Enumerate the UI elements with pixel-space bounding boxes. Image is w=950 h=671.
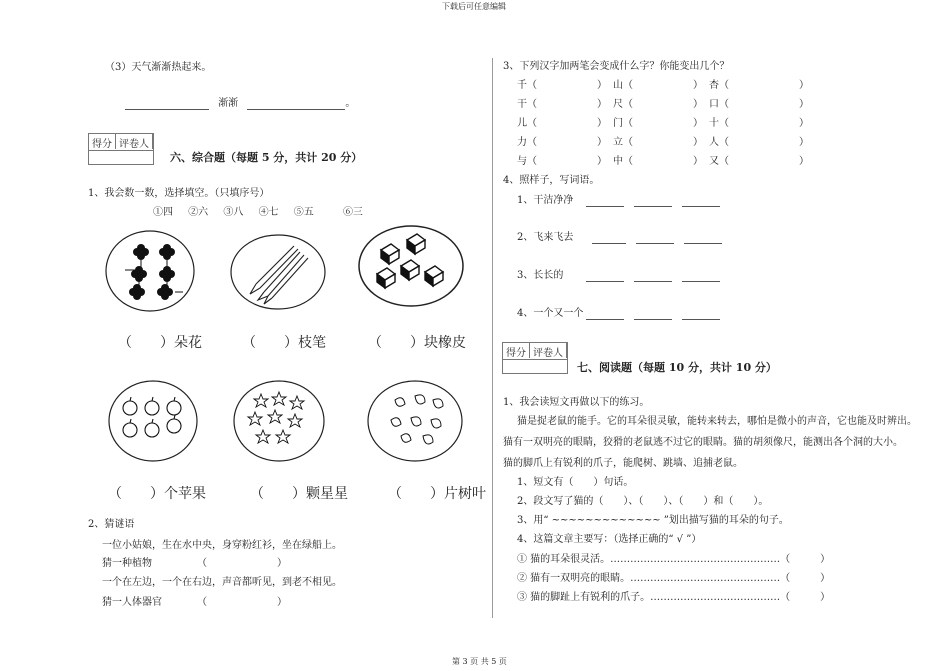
choice-item[interactable]: ③ 猫的脚趾上有锐利的爪子。…………………………………（ ） <box>517 592 831 603</box>
char-item[interactable]: 人（ ） <box>709 137 809 148</box>
left-q3-fill-row <box>125 97 355 110</box>
option: ⑤五 <box>293 207 314 218</box>
blank-line[interactable] <box>682 196 720 207</box>
char-item[interactable]: 力（ ） <box>517 137 607 148</box>
blank-line[interactable] <box>682 271 720 282</box>
blank-line[interactable] <box>634 196 672 207</box>
sub-question[interactable]: 1、短文有（ ）句话。 <box>517 477 634 488</box>
char-item[interactable]: 儿（ ） <box>517 118 607 129</box>
char-row <box>517 117 809 130</box>
label-apples: （ ）个苹果 <box>108 486 206 502</box>
char-item[interactable]: 口（ ） <box>709 99 809 110</box>
blank-line[interactable] <box>636 233 674 244</box>
option: ③八 <box>223 207 244 218</box>
passage-line: 猫有一双明亮的眼睛，狡猾的老鼠逃不过它的眼睛。猫的胡须像尺，能测出各个洞的大小。 <box>503 437 903 448</box>
example-row <box>517 194 720 207</box>
options-row <box>153 206 363 219</box>
choice-item[interactable]: ② 猫有一双明亮的眼睛。………………………………………（ ） <box>517 573 831 584</box>
option: ①四 <box>153 207 173 218</box>
sub-question[interactable]: 2、段文写了猫的（ ）、（ ）、（ ）和（ ）。 <box>517 496 769 507</box>
option: ⑥三 <box>342 207 363 218</box>
left-q3: （3）天气渐渐热起来。 <box>105 62 212 73</box>
blank-line[interactable] <box>586 309 624 320</box>
example-word: 1、干洁净净 <box>517 195 574 206</box>
option: ④七 <box>258 207 279 218</box>
blank-line[interactable] <box>125 99 209 110</box>
pencils-picture <box>230 234 326 310</box>
char-item[interactable]: 又（ ） <box>709 156 809 167</box>
label-erasers: （ ）块橡皮 <box>368 335 466 351</box>
option: ②六 <box>188 207 209 218</box>
char-item[interactable]: 尺（ ） <box>613 99 703 110</box>
fill-word: 渐渐 <box>218 98 239 109</box>
blank-line[interactable] <box>682 309 720 320</box>
sub-question: 3、用“ ~~~~~~~~~~~~~ ”划出描写猫的耳朵的句子。 <box>517 515 789 526</box>
label-stars: （ ）颗星星 <box>250 486 348 502</box>
stars-picture <box>233 380 325 462</box>
right-q3: 3、下列汉字加两笔会变成什么字？你能变出几个？ <box>503 61 730 72</box>
blank-line[interactable] <box>247 99 345 110</box>
flowers-picture <box>105 230 195 312</box>
char-item[interactable]: 杏（ ） <box>709 80 809 91</box>
riddle1-answer[interactable]: 猜一种植物 （ ） <box>102 558 287 569</box>
example-word: 4、一个又一个 <box>517 308 584 319</box>
section7-title: 七、阅读题（每题 10 分，共计 10 分） <box>577 361 777 374</box>
page-footer: 第 3 页 共 5 页 <box>452 657 507 666</box>
passage-line: 猫的脚爪上有锐利的爪子，能爬树、跳墙、追捕老鼠。 <box>503 458 743 469</box>
example-row <box>517 231 722 244</box>
header-note: 下载后可任意编辑 <box>442 2 506 11</box>
blank-line[interactable] <box>586 196 624 207</box>
blank-line[interactable] <box>634 271 672 282</box>
blank-line[interactable] <box>592 233 626 244</box>
apples-picture <box>108 380 198 462</box>
right-q4: 4、照样子，写词语。 <box>503 175 600 186</box>
riddle1: 一位小姑娘，生在水中央，身穿粉红衫，坐在绿船上。 <box>102 540 342 551</box>
score-box-7 <box>502 342 568 374</box>
char-item[interactable]: 山（ ） <box>613 80 703 91</box>
blank-line[interactable] <box>586 271 624 282</box>
char-item[interactable]: 立（ ） <box>613 137 703 148</box>
char-item[interactable]: 中（ ） <box>613 156 703 167</box>
label-flowers: （ ）朵花 <box>118 335 202 351</box>
choice-item[interactable]: ① 猫的耳朵很灵活。……………………………………………（ ） <box>517 554 831 565</box>
score-label: 得分 <box>89 134 116 149</box>
sub-question: 4、这篇文章主要写：（选择正确的“ √ ”） <box>517 534 702 545</box>
score-label: 得分 <box>503 343 530 358</box>
example-word: 3、长长的 <box>517 270 564 281</box>
passage-line: 猫是捉老鼠的能手。它的耳朵很灵敏，能转来转去，哪怕是微小的声音，它也能及时辨出。 <box>517 416 917 427</box>
example-row <box>517 307 720 320</box>
column-divider <box>492 58 493 618</box>
erasers-picture <box>357 224 465 308</box>
riddle2-answer[interactable]: 猜一人体器官 （ ） <box>102 597 287 608</box>
reviewer-label: 评卷人 <box>530 343 567 358</box>
label-pencils: （ ）枝笔 <box>242 335 326 351</box>
char-row <box>517 136 809 149</box>
char-row <box>517 79 809 92</box>
fill-end: 。 <box>345 98 356 109</box>
label-leaves: （ ）片树叶 <box>388 486 486 502</box>
score-entry[interactable] <box>503 359 567 374</box>
blank-line[interactable] <box>634 309 672 320</box>
score-entry[interactable] <box>89 150 153 165</box>
leaves-picture <box>367 380 463 462</box>
riddle2: 一个在左边，一个在右边，声音都听见，到老不相见。 <box>102 577 342 588</box>
section6-title: 六、综合题（每题 5 分，共计 20 分） <box>170 151 363 164</box>
char-row <box>517 98 809 111</box>
left-q1: 1、我会数一数，选择填空。（只填序号） <box>88 188 270 199</box>
char-row <box>517 155 809 168</box>
char-item[interactable]: 千（ ） <box>517 80 607 91</box>
blank-line[interactable] <box>684 233 722 244</box>
left-q2: 2、猜谜语 <box>88 519 135 530</box>
example-row <box>517 269 720 282</box>
reviewer-label: 评卷人 <box>116 134 153 149</box>
score-box-6 <box>88 133 154 165</box>
char-item[interactable]: 与（ ） <box>517 156 607 167</box>
example-word: 2、飞来飞去 <box>517 232 574 243</box>
char-item[interactable]: 门（ ） <box>613 118 703 129</box>
char-item[interactable]: 十（ ） <box>709 118 809 129</box>
char-item[interactable]: 干（ ） <box>517 99 607 110</box>
right-q1: 1、我会读短文再做以下的练习。 <box>503 397 650 408</box>
